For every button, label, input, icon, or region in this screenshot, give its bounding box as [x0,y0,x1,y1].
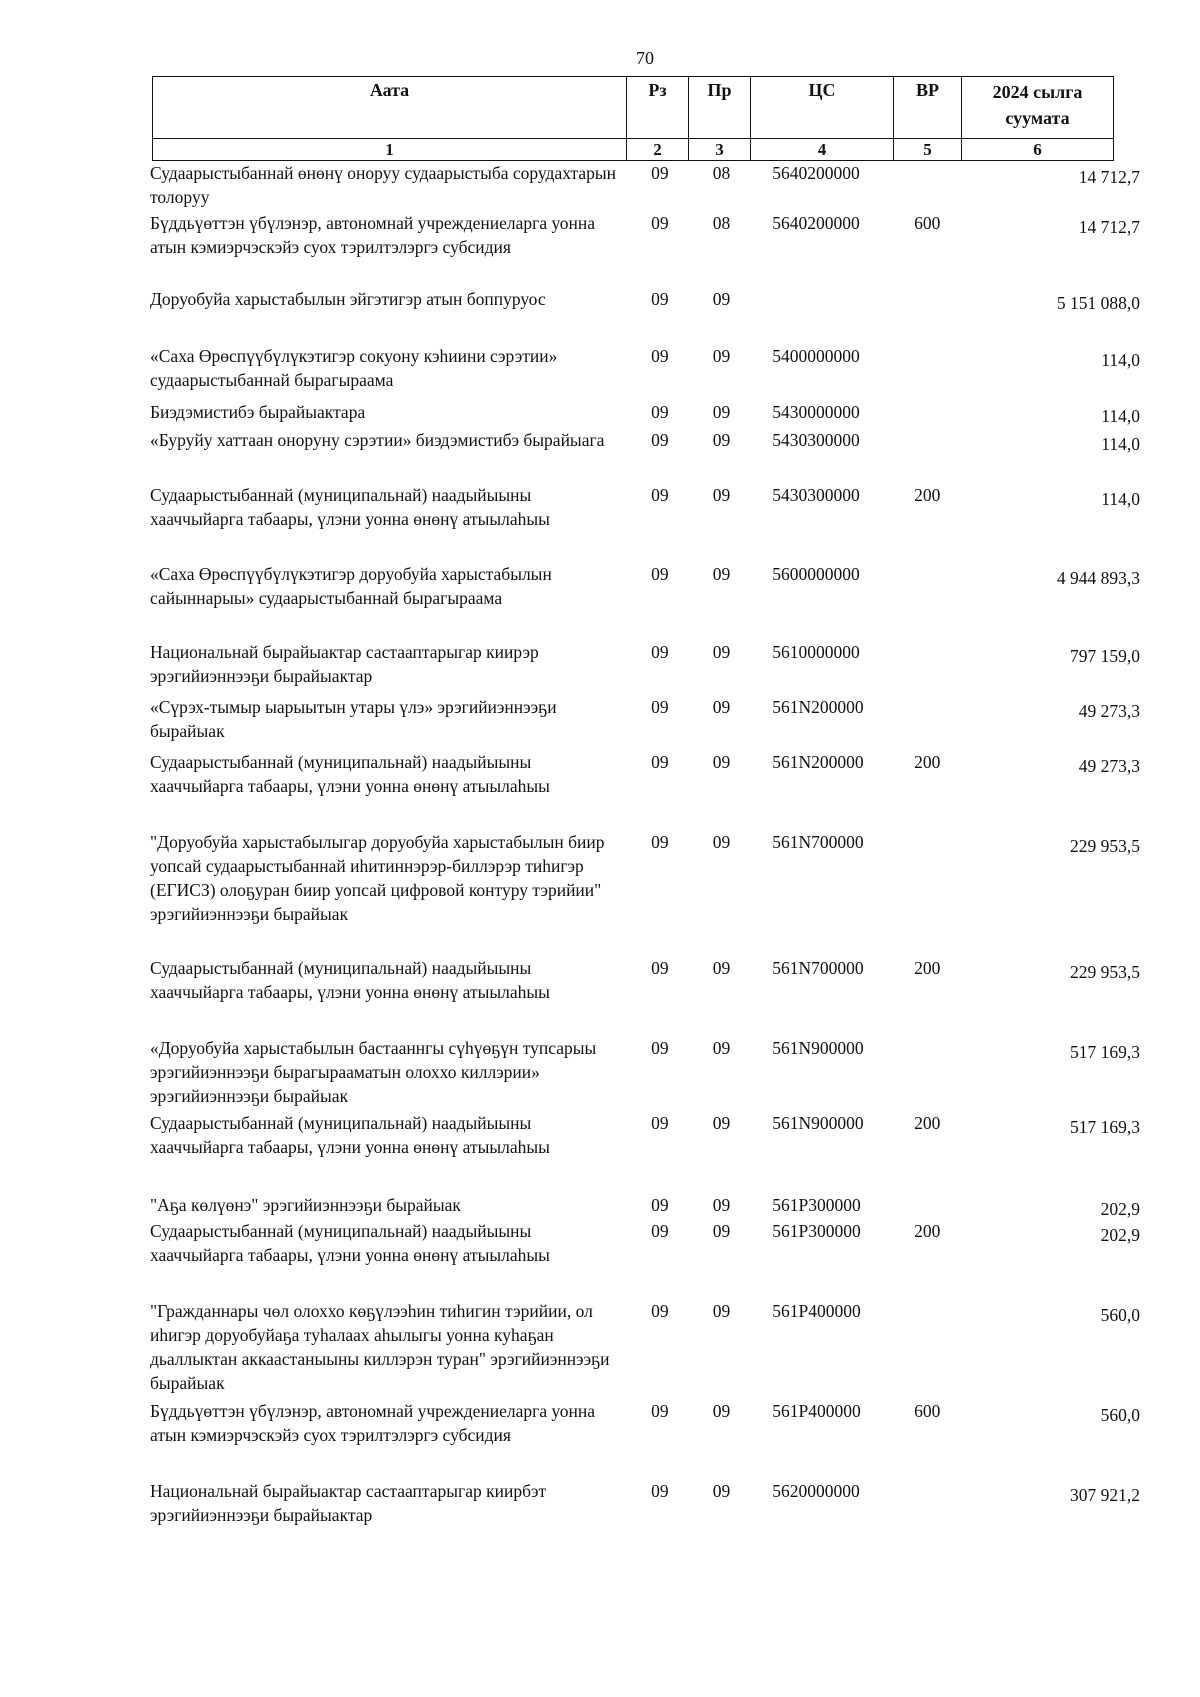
row-rz: 09 [651,1221,669,1241]
row-rz: 09 [651,1301,669,1321]
table-row [150,400,1140,428]
row-name: "Доруобуйа харыстабылыгар доруобуйа харыстабылын биир уопсай судаарыстыбаннай иһитиннэрэр-биллэрэр тиһигэр (ЕГИСЗ) олоҕуран биир уопсай цифровой контуру тэрийии" эрэгийиэннээҕи бырайыак [150,832,605,924]
row-vr [892,562,964,640]
row-amount [963,750,1140,830]
row-name: Национальнай бырайыактар састааптарыгар киирбэт эрэгийиэннээҕи бырайыактар [150,1481,547,1525]
row-pr: 09 [712,1038,731,1058]
row-rz: 09 [651,1038,669,1058]
row-amount [963,1299,1140,1399]
row-rz: 09 [651,697,669,717]
header-vr: ВР [894,77,962,139]
row-cs: 561N700000 [772,832,864,852]
row-name: Судаарыстыбаннай (муниципальнай) наадыйыыны хааччыйарга табаары, үлэни уонна өнөнү атыылаһыы [150,485,550,529]
row-pr: 08 [712,213,731,233]
row-name: Бүддьүөттэн үбүлэнэр, автономнай учреждениеларга уонна атын кэмиэрчэскэйэ суох тэрилтэлэргэ субсидия [150,213,596,257]
row-cs: 5620000000 [772,1481,860,1501]
row-amount [963,830,1140,956]
row-pr: 09 [712,752,731,772]
row-amount-value: 229 953,5 [1069,836,1140,856]
row-rz: 09 [651,642,669,662]
row-pr: 09 [712,832,731,852]
row-cs: 561P400000 [772,1401,861,1421]
row-name: «Сүрэх-тымыр ыарыытын утары үлэ» эрэгийиэннээҕи бырайыак [150,697,557,741]
row-rz: 09 [651,1195,669,1215]
row-cs: 561P300000 [772,1195,861,1215]
row-amount-value: 4 944 893,3 [1056,568,1140,588]
row-vr [892,1299,964,1399]
table-row [150,1219,1140,1299]
table-row [150,956,1140,1036]
table-row [150,161,1140,211]
row-rz: 09 [651,346,669,366]
table-row [150,1111,1140,1193]
row-name: Судаарыстыбаннай өнөнү оноруу судаарыстыба сорудахтарын толоруу [150,163,617,207]
row-pr: 09 [712,485,731,505]
table-row [150,428,1140,483]
row-vr [892,344,964,400]
row-vr [892,428,964,483]
row-rz: 09 [651,213,669,233]
row-amount-value: 202,9 [1100,1225,1140,1245]
row-rz: 09 [651,402,669,422]
row-name: Судаарыстыбаннай (муниципальнай) наадыйыыны хааччыйарга табаары, үлэни уонна өнөнү атыылаһыы [150,1113,550,1157]
row-vr: 200 [914,752,941,772]
row-pr: 09 [712,1401,731,1421]
row-amount [963,1399,1140,1479]
row-name: «Буруйу хаттаан оноруну сэрэтии» биэдэмистибэ бырайыага [150,430,605,450]
row-name: Судаарыстыбаннай (муниципальнай) наадыйыыны хааччыйарга табаары, үлэни уонна өнөнү атыылаһыы [150,752,550,796]
row-cs: 561N200000 [772,697,864,717]
table-row [150,1399,1140,1479]
row-rz: 09 [651,1481,669,1501]
row-amount [963,956,1140,1036]
header-pr: Пр [689,77,751,139]
table-row [150,1299,1140,1399]
row-cs: 5640200000 [772,163,860,183]
row-cs: 561P400000 [772,1301,861,1321]
column-number: 2 [627,139,689,161]
row-pr: 09 [712,1113,731,1133]
row-name: "Гражданнары чөл олоххо көҕүлээһин тиһигин тэрийии, ол иһигэр доруобуйаҕа туһалаах аһылыгы уонна куһаҕан дьаллыктан аккаастаныыны киллэрэн туран" эрэгийиэннээҕи бырайыак [150,1301,610,1393]
table-row [150,344,1140,400]
row-vr [892,640,964,695]
row-name: "Аҕа көлүөнэ" эрэгийиэннээҕи бырайыак [150,1195,461,1215]
row-pr: 09 [712,430,731,450]
row-amount [963,211,1140,287]
row-pr: 08 [712,163,731,183]
column-number: 1 [153,139,627,161]
row-name: Биэдэмистибэ бырайыактара [150,402,366,422]
row-amount-value: 114,0 [1101,406,1140,426]
column-number: 5 [894,139,962,161]
table-row [150,1036,1140,1111]
row-cs: 5430300000 [772,430,860,450]
row-cs: 5600000000 [772,564,860,584]
row-rz: 09 [651,832,669,852]
row-rz: 09 [651,958,669,978]
row-amount [963,428,1140,483]
row-rz: 09 [651,430,669,450]
row-amount [963,1219,1140,1299]
row-amount [963,287,1140,344]
row-pr: 09 [712,642,731,662]
row-vr [892,287,964,344]
row-vr [892,830,964,956]
row-amount-value: 202,9 [1100,1199,1140,1219]
row-amount [963,1036,1140,1111]
header-name: Аата [153,77,627,139]
row-amount [963,1111,1140,1193]
row-pr: 09 [712,289,731,309]
row-vr: 200 [914,485,941,505]
table-row [150,483,1140,562]
row-pr: 09 [712,958,731,978]
header-cs: ЦС [751,77,894,139]
row-amount-value: 517 169,3 [1069,1117,1140,1137]
table-row [150,695,1140,750]
row-rz: 09 [651,289,669,309]
row-name: «Доруобуйа харыстабылын бастааннгы сүһүөҕүн тупсарыы эрэгийиэннээҕи бырагырааматын олоххо киллэрии» эрэгийиэннээҕи бырайыак [150,1038,597,1106]
row-amount-value: 229 953,5 [1069,962,1140,982]
row-vr [892,1193,964,1219]
row-vr [892,400,964,428]
row-cs: 561N900000 [772,1113,864,1133]
table-row [150,750,1140,830]
row-cs: 561N200000 [772,752,864,772]
table-row [150,1193,1140,1219]
row-amount-value: 307 921,2 [1069,1485,1140,1505]
row-pr: 09 [712,564,731,584]
budget-table-body [150,161,1140,1531]
row-name: Судаарыстыбаннай (муниципальнай) наадыйыыны хааччыйарга табаары, үлэни уонна өнөнү атыылаһыы [150,1221,550,1265]
row-vr: 200 [914,958,941,978]
row-name: Бүддьүөттэн үбүлэнэр, автономнай учреждениеларга уонна атын кэмиэрчэскэйэ суох тэрилтэлэргэ субсидия [150,1401,596,1445]
row-pr: 09 [712,1301,731,1321]
row-amount [963,161,1140,211]
column-number: 3 [689,139,751,161]
row-amount [963,562,1140,640]
row-amount [963,344,1140,400]
row-amount-value: 560,0 [1100,1305,1140,1325]
row-vr: 200 [914,1113,941,1133]
header-rz: Рз [627,77,689,139]
row-name: Судаарыстыбаннай (муниципальнай) наадыйыыны хааччыйарга табаары, үлэни уонна өнөнү атыылаһыы [150,958,550,1002]
row-amount-value: 560,0 [1100,1405,1140,1425]
row-amount-value: 49 273,3 [1078,701,1140,721]
row-cs: 5430300000 [772,485,860,505]
column-number-row [153,139,1114,161]
row-amount-value: 49 273,3 [1078,756,1140,776]
table-row [150,562,1140,640]
row-amount-value: 114,0 [1101,489,1140,509]
row-amount-value: 114,0 [1101,434,1140,454]
row-pr: 09 [712,1221,731,1241]
row-rz: 09 [651,564,669,584]
table-row [150,1479,1140,1531]
row-amount [963,400,1140,428]
column-number: 4 [751,139,894,161]
row-rz: 09 [651,163,669,183]
row-rz: 09 [651,485,669,505]
row-amount [963,1479,1140,1531]
row-pr: 09 [712,402,731,422]
row-pr: 09 [712,697,731,717]
row-name: Доруобуйа харыстабылын эйгэтигэр атын боппуруос [150,289,546,309]
page-number: 70 [636,48,654,68]
table-row [150,830,1140,956]
row-cs: 561N900000 [772,1038,864,1058]
row-pr: 09 [712,1481,731,1501]
row-name: «Саха Өрөспүүбүлүкэтигэр сокуону кэһиини сэрэтии» судаарыстыбаннай бырагыраама [150,346,558,390]
row-cs: 5640200000 [772,213,860,233]
row-vr [892,1479,964,1531]
row-cs [752,287,891,344]
row-amount-value: 114,0 [1101,350,1140,370]
table-row [150,640,1140,695]
row-pr: 09 [712,346,731,366]
row-amount [963,1193,1140,1219]
row-amount [963,695,1140,750]
row-vr [892,1036,964,1111]
row-amount-value: 5 151 088,0 [1056,293,1140,313]
row-cs: 561N700000 [772,958,864,978]
row-amount-value: 14 712,7 [1078,217,1140,237]
row-cs: 561P300000 [772,1221,861,1241]
row-rz: 09 [651,1401,669,1421]
row-rz: 09 [651,1113,669,1133]
table-row [150,211,1140,287]
row-name: Национальнай бырайыактар састааптарыгар киирэр эрэгийиэннээҕи бырайыактар [150,642,539,686]
header-amount: 2024 сылга суумата [962,77,1114,139]
budget-table-header [152,76,1114,161]
row-vr [892,695,964,750]
table-row [150,287,1140,344]
column-number: 6 [962,139,1114,161]
row-vr: 600 [914,213,941,233]
row-vr: 200 [914,1221,941,1241]
row-amount [963,640,1140,695]
row-vr [892,161,964,211]
row-amount-value: 14 712,7 [1078,167,1140,187]
row-cs: 5430000000 [772,402,860,422]
row-amount-value: 797 159,0 [1069,646,1140,666]
row-vr: 600 [914,1401,941,1421]
row-amount [963,483,1140,562]
row-pr: 09 [712,1195,731,1215]
row-cs: 5400000000 [772,346,860,366]
header-row [153,77,1114,139]
row-rz: 09 [651,752,669,772]
row-amount-value: 517 169,3 [1069,1042,1140,1062]
row-name: «Саха Өрөспүүбүлүкэтигэр доруобуйа харыстабылын сайыннарыы» судаарыстыбаннай бырагыраама [150,564,552,608]
row-cs: 5610000000 [772,642,860,662]
